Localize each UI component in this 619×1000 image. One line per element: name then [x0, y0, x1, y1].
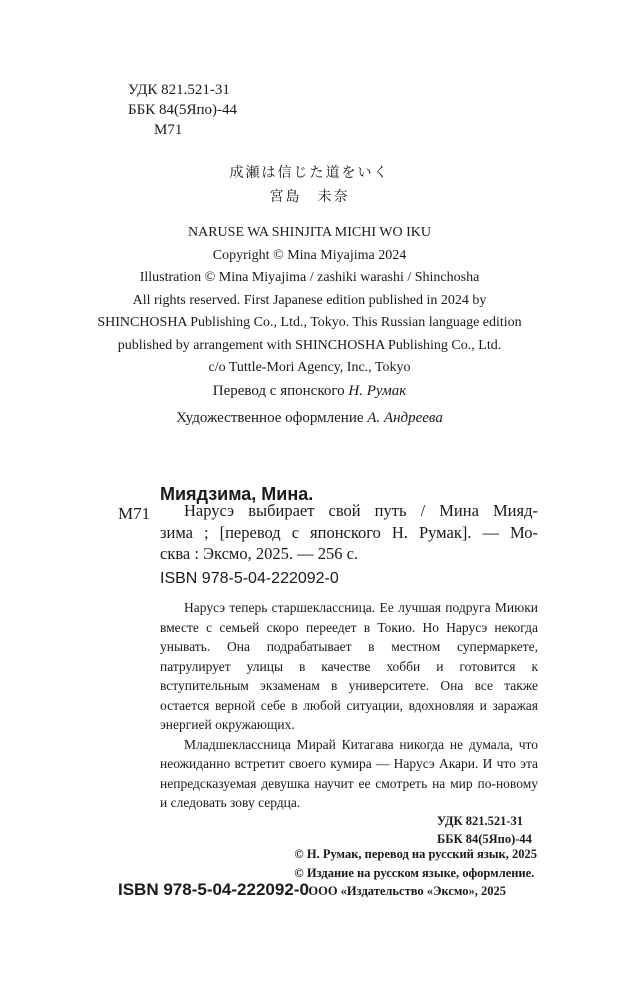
catalog-isbn: ISBN 978-5-04-222092-0: [160, 570, 339, 587]
rights-line: © Издание на русском языке, оформление.: [294, 865, 535, 880]
design-credit: [0, 410, 619, 427]
rights-line: ООО «Издательство «Эксмо», 2025: [308, 884, 507, 898]
annotation-paragraph: Нарусэ теперь старшеклассница. Ее лучшая подруга Миюки вместе с семьей скоро переедет в Токио. Но Нарусэ некогда унывать. Она подрабатывает в местном супермаркете, патрулирует улицы в качестве хобби и готовится к вступительным экзаменам в университете. Она все также остается верной себе в любой ситуации, вдохновляя и заражая энергией окружающих.: [160, 600, 538, 732]
annotation: [160, 598, 538, 813]
catalog-description: [160, 500, 538, 565]
japanese-author: 宮島 未奈: [269, 189, 350, 205]
udk-code-bottom: УДК 821.521-31: [437, 814, 523, 828]
udk-block-top: [128, 80, 237, 140]
copyright-block: [0, 222, 619, 380]
copyright-line: Copyright © Mina Miyajima 2024: [212, 247, 407, 263]
arrangement-line: published by arrangement with SHINCHOSHA Publishing Co., Ltd.: [117, 337, 502, 353]
rights-line: © Н. Румак, перевод на русский язык, 2025: [294, 847, 537, 861]
rights-block: [294, 845, 537, 901]
bbk-code: ББК 84(5Япо)-44: [128, 102, 237, 118]
bbk-code-bottom: ББК 84(5Япо)-44: [437, 832, 532, 846]
catalog-author: Миядзима, Мина.: [160, 484, 314, 504]
publisher-line: SHINCHOSHA Publishing Co., Ltd., Tokyo. This Russian language edition: [97, 315, 522, 330]
catalog-line: сква : Эксмо, 2025. — 256 с.: [160, 544, 359, 563]
illustration-line: Illustration © Mina Miyajima / zashiki warashi / Shinchosha: [139, 270, 480, 285]
udk-block-bottom: [437, 812, 532, 848]
rights-line: All rights reserved. First Japanese edition published in 2024 by: [132, 292, 487, 308]
catalog-line: Нарусэ выбирает свой путь / Мина Мияд-: [184, 501, 538, 520]
agency-line: c/o Tuttle-Mori Agency, Inc., Tokyo: [208, 360, 411, 375]
author-mark: М71: [154, 122, 183, 138]
catalog-mark: М71: [118, 504, 151, 523]
design-label: Художественное оформление: [176, 410, 364, 426]
japanese-title: 成瀬は信じた道をいく: [229, 165, 390, 181]
designer-name: А. Андреева: [367, 410, 443, 426]
translation-credit: [0, 383, 619, 400]
udk-code: УДК 821.521-31: [128, 82, 230, 98]
annotation-paragraph: Младшеклассница Мирай Китагава никогда не думала, что неожиданно встретит своего кумира — Нарусэ Акари. И что эта непредсказуемая девушка научит ее смотреть на мир по-новому и следовать зову сердца.: [160, 736, 538, 810]
translator-name: Н. Румак: [348, 383, 407, 399]
catalog-line: зима ; [перевод с японского Н. Румак]. — Мо-: [160, 522, 538, 542]
original-title: NARUSE WA SHINJITA MICHI WO IKU: [188, 225, 431, 240]
translation-label: Перевод с японского: [212, 383, 345, 399]
isbn-bottom: ISBN 978-5-04-222092-0: [118, 880, 309, 899]
